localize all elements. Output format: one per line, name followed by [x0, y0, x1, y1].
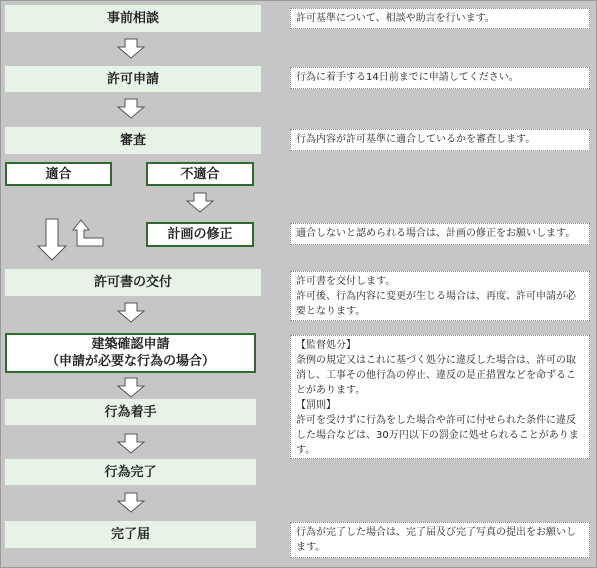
- note-complete-notice-text: 行為が完了した場合は、完了届及び完了写真の提出をお願いします。: [296, 527, 576, 553]
- note-supervision-body: 条例の規定又はこれに基づく処分に違反した場合は、許可の取消し、工事その他行為の停止、違反の是正措置などを命ずることがあります。: [296, 355, 576, 396]
- step-complete-notice: [5, 521, 256, 548]
- step-complete: [5, 459, 256, 485]
- note-review-text: 行為内容が許可基準に適合しているかを審査します。: [296, 134, 536, 145]
- step-review-label: 審査: [119, 133, 146, 148]
- note-plan-fix: [290, 223, 590, 245]
- step-pre-consult-label: 事前相談: [106, 11, 159, 26]
- down-arrow-icon: [116, 302, 146, 324]
- note-plan-fix-text: 適合しないと認められる場合は、計画の修正をお願いします。: [296, 228, 576, 239]
- step-permit-apply: [5, 66, 261, 92]
- step-permit-apply-label: 許可申請: [106, 71, 159, 87]
- step-plan-fix-label: 計画の修正: [167, 227, 233, 242]
- note-penalty-body: 許可を受けずに行為をした場合や許可に付せられた条件に違反した場合などは、30万円以下の罰金に処せられることがあります。: [296, 415, 579, 456]
- note-permit-issue-line1: 許可書を交付します。: [296, 276, 396, 287]
- step-build-confirm-sublabel: （申請が必要な行為の場合）: [45, 354, 215, 369]
- long-down-arrow-icon: [36, 218, 68, 262]
- note-penalty-title: 【罰則】: [296, 400, 336, 411]
- note-permit-apply: [290, 67, 590, 89]
- down-arrow-icon: [116, 433, 146, 455]
- down-arrow-icon: [116, 377, 146, 399]
- step-complete-label: 行為完了: [104, 464, 157, 480]
- step-start-label: 行為着手: [104, 404, 157, 420]
- step-suitable: [5, 162, 112, 186]
- step-permit-issue-label: 許可書の交付: [93, 275, 172, 290]
- note-pre-consult: [290, 8, 590, 29]
- down-arrow-icon: [116, 492, 146, 514]
- note-supervision-title: 【監督処分】: [296, 340, 356, 351]
- step-review: [5, 127, 261, 154]
- step-start: [5, 399, 256, 425]
- down-arrow-icon: [116, 38, 146, 60]
- note-permit-issue: [290, 271, 590, 321]
- step-complete-notice-label: 完了届: [110, 527, 150, 542]
- step-pre-consult: [5, 5, 261, 32]
- down-arrow-icon: [185, 192, 215, 214]
- note-complete-notice: [290, 522, 590, 558]
- step-plan-fix: [146, 222, 254, 247]
- step-permit-issue: [5, 269, 261, 296]
- note-review: [290, 129, 590, 151]
- note-permit-apply-text: 行為に着手する14日前までに申請してください。: [296, 72, 519, 83]
- step-unsuitable-label: 不適合: [180, 166, 220, 182]
- note-supervision-penalty: [290, 335, 590, 459]
- step-build-confirm: [5, 333, 256, 373]
- step-unsuitable: [146, 162, 254, 186]
- return-arrow-icon: [72, 218, 106, 248]
- note-permit-issue-line2: 許可後、行為内容に変更が生じる場合は、再度、許可申請が必要となります。: [296, 291, 576, 317]
- note-pre-consult-text: 許可基準について、相談や助言を行います。: [296, 13, 495, 24]
- step-build-confirm-label: 建築確認申請: [91, 337, 170, 352]
- step-suitable-label: 適合: [45, 166, 72, 182]
- down-arrow-icon: [116, 98, 146, 120]
